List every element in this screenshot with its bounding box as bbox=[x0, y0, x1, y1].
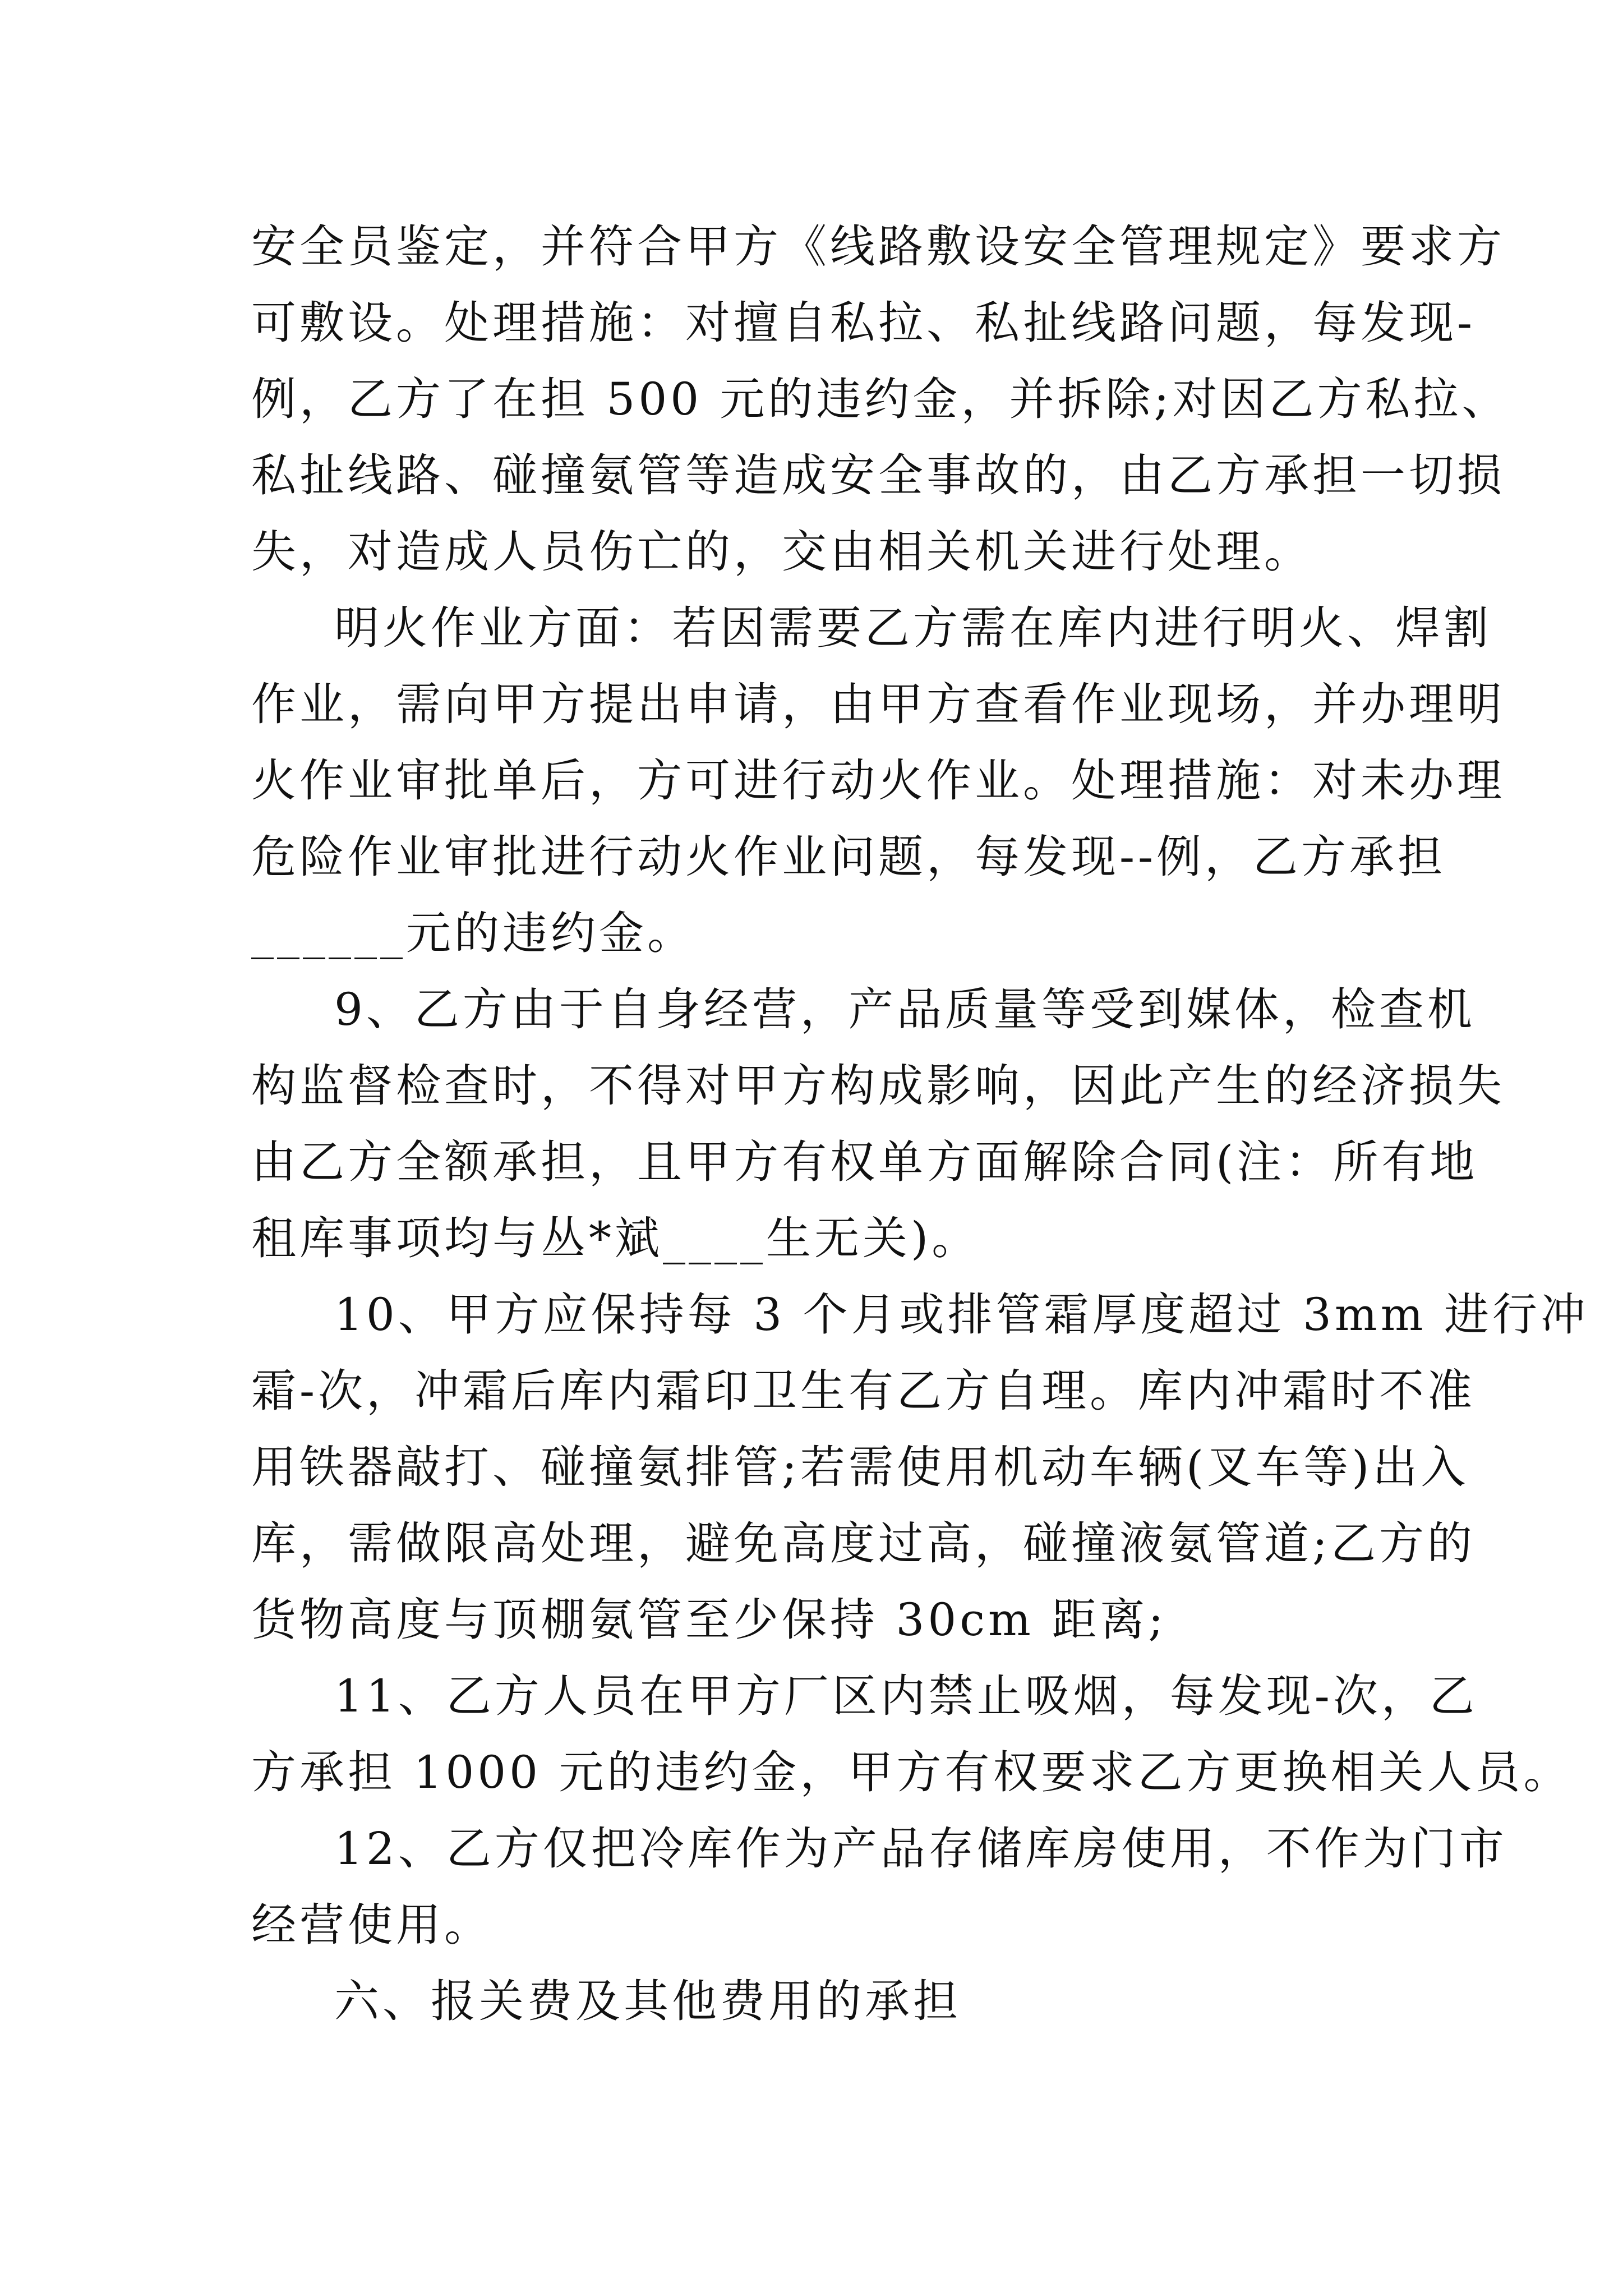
text-line-6: 明火作业方面：若因需要乙方需在库内进行明火、焊割 bbox=[334, 602, 1492, 654]
text-line-1: 安全员鉴定，并符合甲方《线路敷设安全管理规定》要求方 bbox=[251, 220, 1505, 273]
text-line-4: 私扯线路、碰撞氨管等造成安全事故的，由乙方承担一切损 bbox=[251, 449, 1505, 501]
text-line-17: 用铁器敲打、碰撞氨排管;若需使用机动车辆(叉车等)出入 bbox=[251, 1441, 1469, 1493]
text-line-7: 作业，需向甲方提出申请，由甲方查看作业现场，并办理明 bbox=[251, 678, 1505, 730]
text-line-16: 霜-次，冲霜后库内霜印卫生有乙方自理。库内冲霜时不准 bbox=[251, 1365, 1476, 1417]
text-line-12: 构监督检查时，不得对甲方构成影响，因此产生的经济损失 bbox=[251, 1060, 1505, 1112]
text-line-22: 12、乙方仅把冷库作为产品存储库房使用，不作为门市 bbox=[334, 1823, 1507, 1875]
text-line-18: 库，需做限高处理，避免高度过高，碰撞液氨管道;乙方的 bbox=[251, 1517, 1476, 1570]
text-line-11: 9、乙方由于自身经营，产品质量等受到媒体，检查机 bbox=[334, 983, 1476, 1036]
text-line-20: 11、乙方人员在甲方厂区内禁止吸烟，每发现-次，乙 bbox=[334, 1670, 1478, 1722]
section-heading: 六、报关费及其他费用的承担 bbox=[334, 1975, 961, 2027]
text-line-2: 可敷设。处理措施：对擅自私拉、私扯线路问题，每发现- bbox=[251, 297, 1476, 349]
text-line-14: 租库事项均与丛*斌____生无关)。 bbox=[251, 1212, 980, 1264]
text-line-13: 由乙方全额承担，且甲方有权单方面解除合同(注：所有地 bbox=[251, 1136, 1478, 1188]
text-line-19: 货物高度与顶棚氨管至少保持 30cm 距离; bbox=[251, 1594, 1167, 1646]
text-line-3: 例，乙方了在担 500 元的违约金，并拆除;对因乙方私拉、 bbox=[251, 373, 1510, 425]
text-line-23: 经营使用。 bbox=[251, 1899, 492, 1951]
text-line-9: 危险作业审批进行动火作业问题，每发现--例，乙方承担 bbox=[251, 831, 1446, 883]
text-line-15: 10、甲方应保持每 3 个月或排管霜厚度超过 3mm 进行冲 bbox=[334, 1289, 1589, 1341]
text-line-5: 失，对造成人员伤亡的，交由相关机关进行处理。 bbox=[251, 526, 1312, 578]
text-line-10: ______元的违约金。 bbox=[251, 907, 695, 959]
text-line-8: 火作业审批单后，方可进行动火作业。处理措施：对未办理 bbox=[251, 754, 1505, 807]
text-line-21: 方承担 1000 元的违约金，甲方有权要求乙方更换相关人员。 bbox=[251, 1746, 1572, 1798]
